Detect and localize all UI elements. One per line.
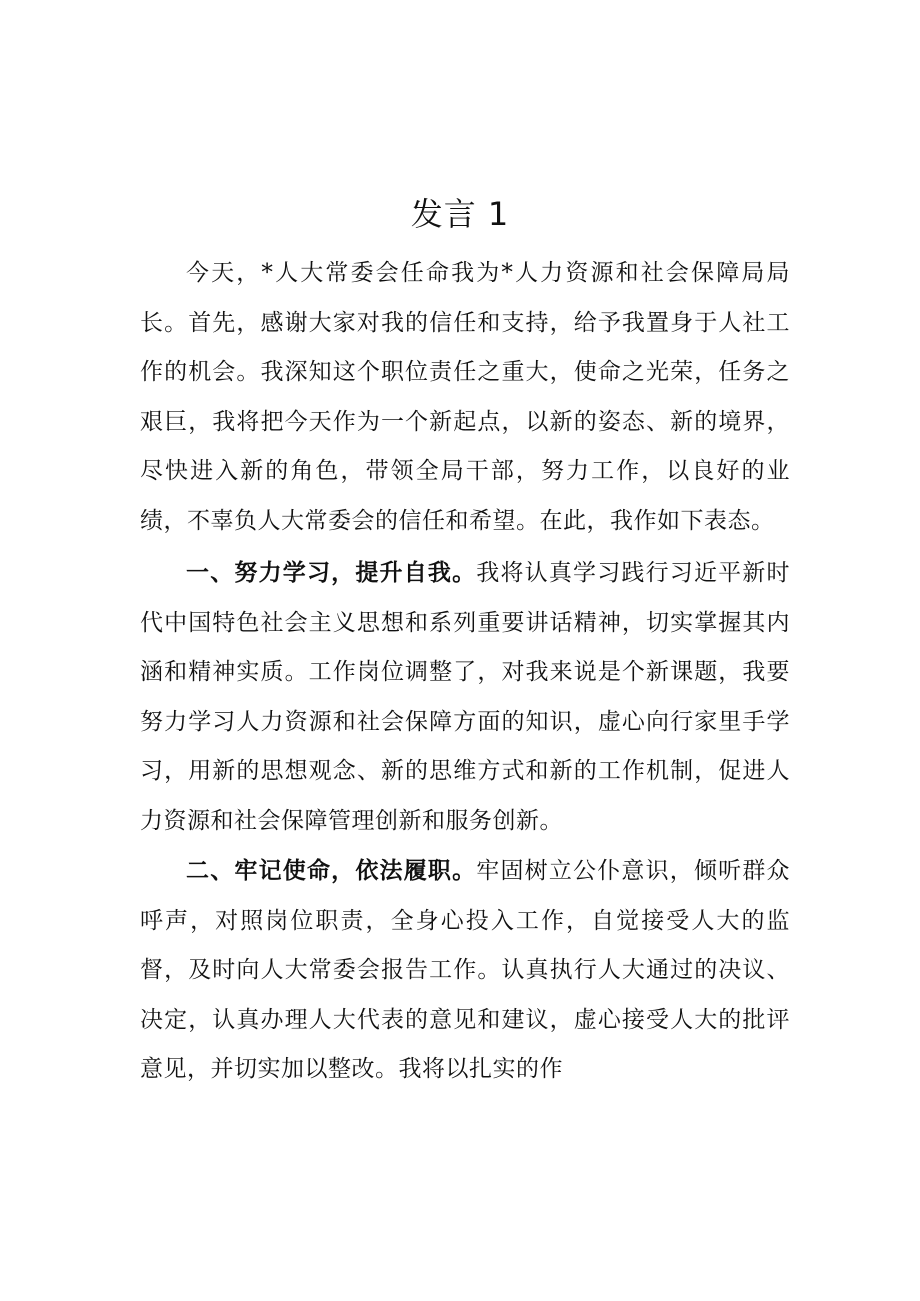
paragraph-intro-text: 今天，*人大常委会任命我为*人力资源和社会保障局局长。首先，感谢大家对我的信任和支持，给予我置身于人社工作的机会。我深知这个职位责任之重大，使命之光荣，任务之艰巨，我将把今天作为一个新起点，以新的姿态、新的境界，尽快进入新的角色，带领全局干部，努力工作，以良好的业绩，不辜负人大常委会的信任和希望。在此，我作如下表态。 (140, 260, 790, 534)
paragraph-study-text: 我将认真学习践行习近平新时代中国特色社会主义思想和系列重要讲话精神，切实掌握其内涵和精神实质。工作岗位调整了，对我来说是个新课题，我要努力学习人力资源和社会保障方面的知识，虚心向行家里手学习，用新的思想观念、新的思维方式和新的工作机制，促进人力资源和社会保障管理创新和服务创新。 (140, 560, 790, 834)
paragraph-intro (140, 249, 790, 546)
section-heading-study: 一、努力学习，提升自我。 (186, 559, 477, 586)
paragraph-mission (140, 846, 790, 1095)
document-title: 发言 1 (410, 195, 510, 233)
paragraph-mission-text: 牢固树立公仆意识，倾听群众呼声，对照岗位职责，全身心投入工作，自觉接受人大的监督，及时向人大常委会报告工作。认真执行人大通过的决议、决定，认真办理人大代表的意见和建议，虚心接受人大的批评意见，并切实加以整改。我将以扎实的作 (140, 858, 790, 1082)
section-heading-mission: 二、牢记使命，依法履职。 (186, 857, 477, 884)
paragraph-study (140, 548, 790, 846)
